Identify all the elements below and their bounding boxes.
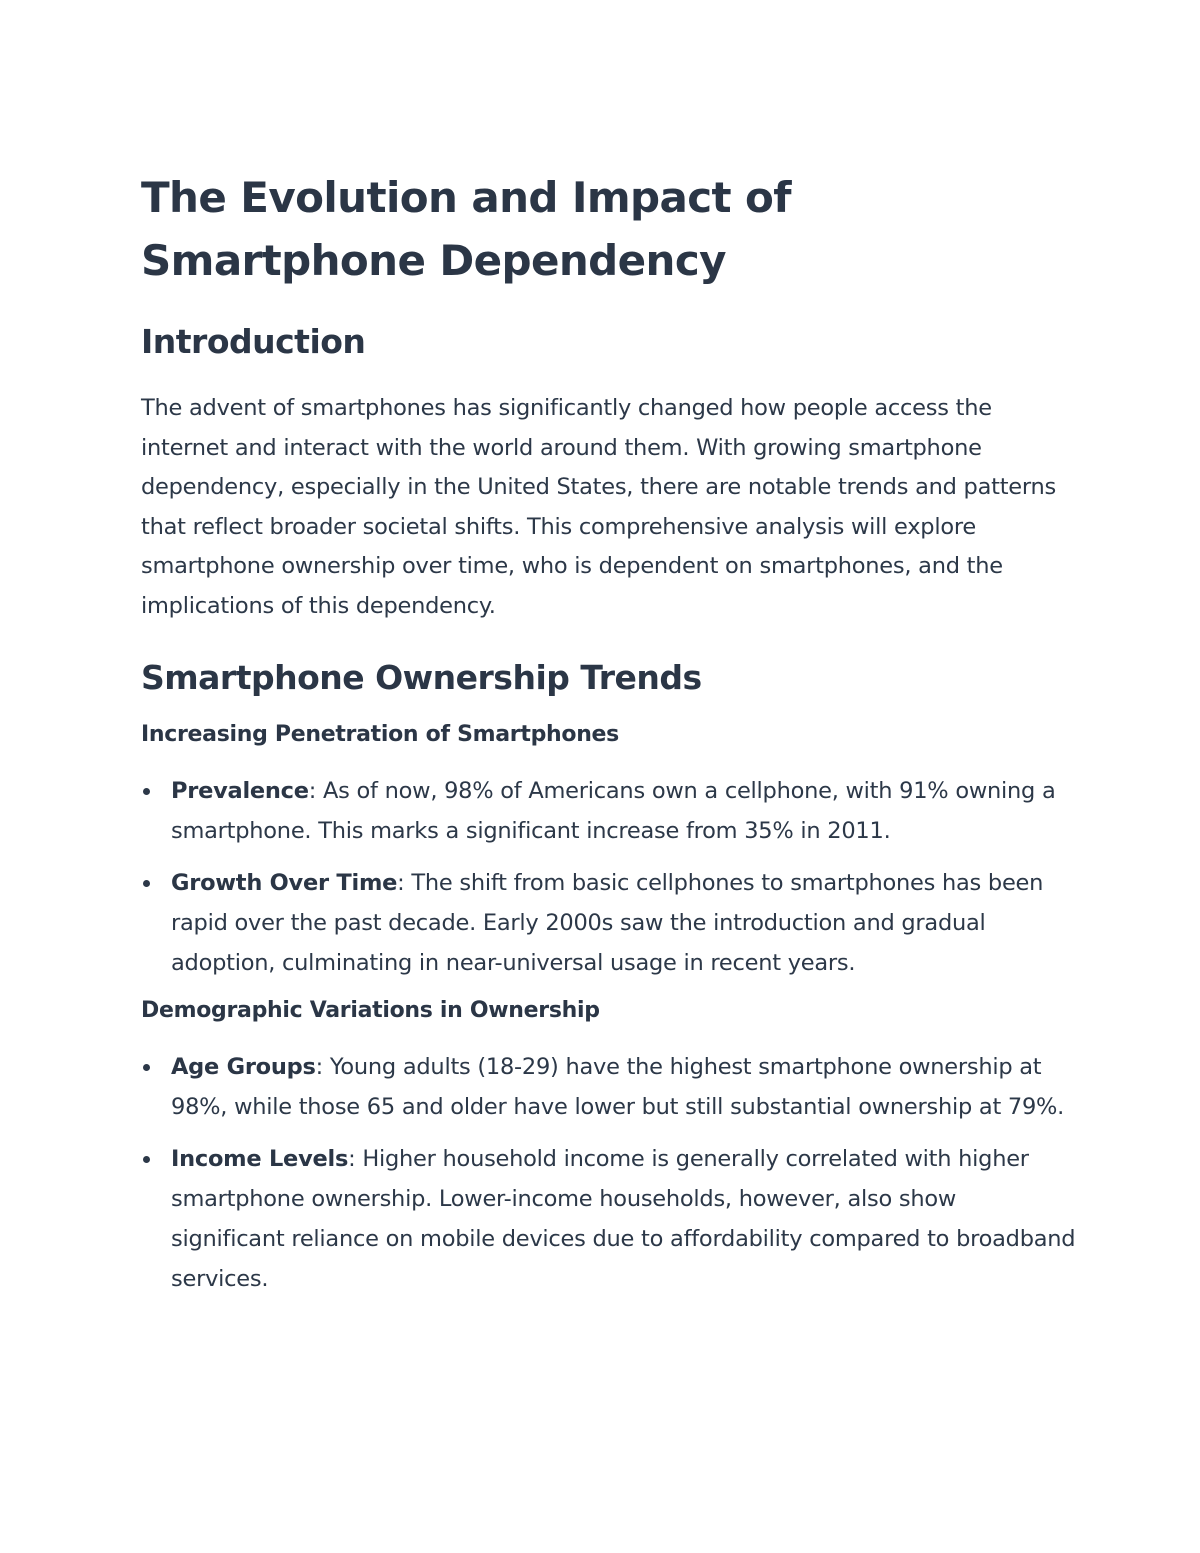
item-label: Prevalence (171, 777, 309, 804)
item-text: : As of now, 98% of Americans own a cellphone, with 91% owning a smartphone. This marks a significant increase from 35% in 2011. (171, 777, 1056, 844)
list-item-income-levels (141, 1139, 1076, 1299)
ownership-trends-heading: Smartphone Ownership Trends (141, 657, 702, 697)
demographic-subheading: Demographic Variations in Ownership (141, 997, 600, 1023)
penetration-subheading: Increasing Penetration of Smartphones (141, 721, 619, 747)
bullet-icon (143, 1064, 150, 1071)
penetration-list (141, 771, 1076, 983)
item-text: : The shift from basic cellphones to smartphones has been rapid over the past decade. Early 2000s saw the introduction and gradual adoption, culminating in near-universal usage in recent years. (171, 869, 1044, 976)
item-label: Income Levels (171, 1145, 349, 1172)
list-item-age-groups (141, 1047, 1076, 1127)
introduction-heading: Introduction (141, 322, 366, 361)
item-label: Growth Over Time (171, 869, 398, 896)
bullet-icon (143, 880, 150, 887)
bullet-icon (143, 788, 150, 795)
document-content (141, 166, 1076, 1311)
demographic-list (141, 1047, 1076, 1299)
list-item-prevalence (141, 771, 1076, 851)
item-text: : Higher household income is generally correlated with higher smartphone ownership. Lower-income households, however, also show significant reliance on mobile devices due to affordability compared to broadband services. (171, 1145, 1076, 1292)
list-item-growth (141, 863, 1076, 983)
item-label: Age Groups (171, 1053, 316, 1080)
introduction-paragraph: The advent of smartphones has significantly changed how people access the internet and interact with the world around them. With growing smartphone dependency, especially in the United States, there are notable trends and patterns that reflect broader societal shifts. This comprehensive analysis will explore smartphone ownership over time, who is dependent on smartphones, and the implications of this dependency. (141, 395, 1056, 619)
document-title: The Evolution and Impact of Smartphone Dependency (141, 173, 791, 285)
bullet-icon (143, 1156, 150, 1163)
item-text: : Young adults (18-29) have the highest smartphone ownership at 98%, while those 65 and older have lower but still substantial ownership at 79%. (171, 1053, 1065, 1120)
